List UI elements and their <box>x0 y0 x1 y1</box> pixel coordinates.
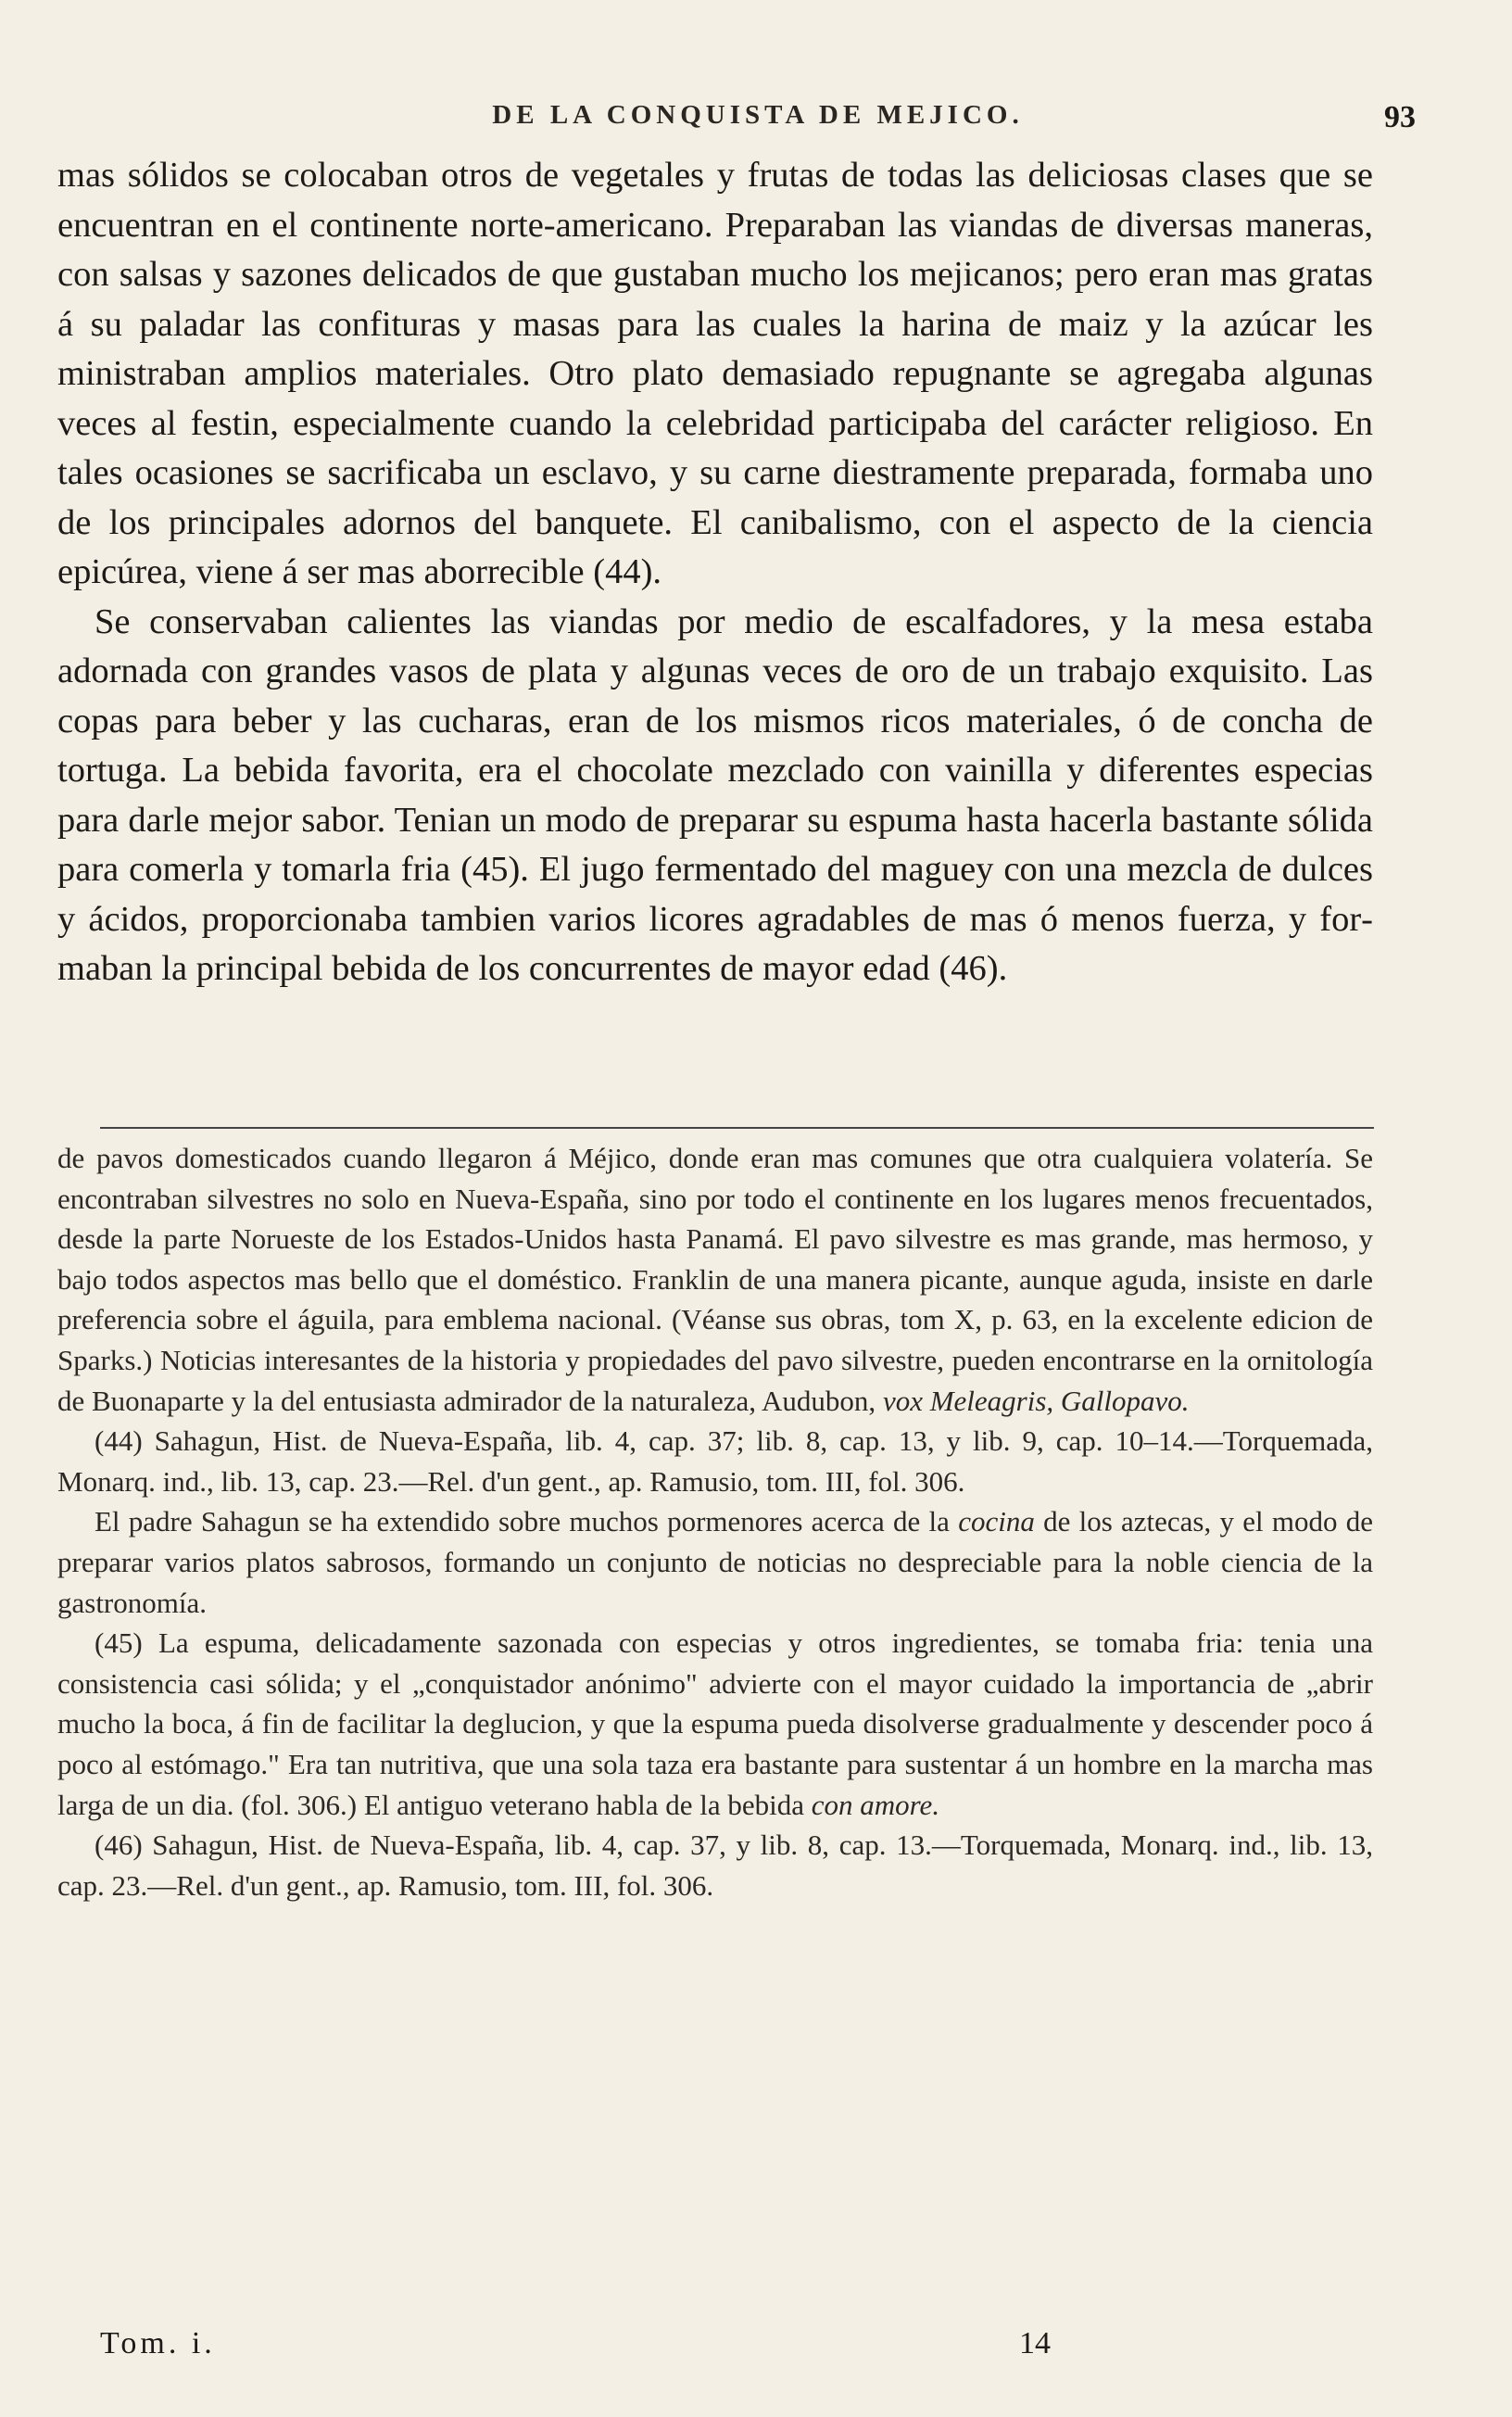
body-paragraph: Se conservaban calientes las viandas por medio de escalfadores, y la mesa estaba adornada con grandes vasos de plata y algunas veces de oro de un trabajo exquisito. Las copas para beber y las cucharas, eran de los mismos ricos materiales, ó de concha de tortuga. La bebida favorita, era el chocolate mezclado con vainilla y diferentes especias para darle mejor sabor. Tenian un modo de preparar su espuma hasta hacerla bastante sólida para comerla y tomarla fria (45). El jugo fermentado del maguey con una mezcla de dulces y ácidos, proporcionaba tambien varios licores agradables de mas ó menos fuerza, y formaban la principal bebida de los concurrentes de mayor edad (46). <box>57 601 1373 988</box>
footnote-text: de pavos domesticados cuando llegaron á Méjico, donde eran mas comunes que otra cualquiera volatería. Se encontraban silvestres no solo en Nueva-España, sino por todo el continente en los lugares menos frecuentados, desde la parte Norueste de los Estados-Unidos hasta Panamá. El pavo silvestre es mas grande, mas hermoso, y bajo todos aspectos mas bello que el doméstico. Franklin de una manera picante, aunque aguda, insiste en darle preferencia sobre el águila, para emblema nacional. (Véanse sus obras, tom X, p. 63, en la excelente edicion de Sparks.) Noticias interesantes de la historia y propiedades del pavo silvestre, pueden encontrarse en la ornitología de Buonaparte y la del entusiasta admirador de la naturaleza, Audubon, <box>57 1142 1373 1417</box>
footnote-46: (46) Sahagun, Hist. de Nueva-España, lib. 4, cap. 37, y lib. 8, cap. 13.—Torquemada, Monarq. ind., lib. 13, cap. 23.—Rel. d'un gent., ap. Ramusio, tom. III, fol. 306. <box>57 1829 1373 1902</box>
footnote-45 <box>57 1623 1373 1825</box>
footnote-44-comment <box>57 1501 1373 1623</box>
footnote-text: de los aztecas, y el modo de preparar varios platos sabrosos, formando un conjunto de noticias no despreciable para la noble ciencia de la gastronomía. <box>57 1505 1373 1619</box>
footnote-text: El padre Sahagun se ha extendido sobre muchos pormenores acerca de la <box>94 1505 959 1538</box>
footnote-continuation <box>57 1138 1373 1421</box>
body-paragraph: mas sólidos se colocaban otros de vegetales y frutas de todas las deliciosas clases que se encuentran en el continente norte-americano. Preparaban las viandas de diversas maneras, con salsas y sazones delicados de que gustaban mucho los mejicanos; pero eran mas gratas á su paladar las confituras y masas para las cuales la harina de maiz y la azúcar les ministraban amplios materiales. Otro plato demasiado repugnante se agregaba algunas veces al festin, especialmente cuando la celebridad participaba del carácter religioso. En tales ocasiones se sacrificaba un esclavo, y su carne diestramente preparada, formaba uno de los principales adornos del banquete. El canibalismo, con el aspecto de la ciencia epicúrea, viene á ser mas aborrecible (44). <box>57 156 1373 591</box>
page-footer <box>100 2326 1416 2373</box>
footnotes <box>57 1138 1373 1905</box>
footnote-italic: con amore. <box>811 1788 940 1821</box>
signature-number: 14 <box>1019 2326 1051 2360</box>
running-head: DE LA CONQUISTA DE MEJICO. <box>492 100 1024 130</box>
footnote-text: (45) La espuma, delicadamente sazonada con especias y otros ingredientes, se tomaba fria: tenia una consistencia casi sólida; y el „conquistador anónimo" advierte con el mayor cuidado la importancia de „abrir mucho la boca, á fin de facilitar la deglucion, y que la espuma pueda disolverse gradualmente y descender poco á poco al estómago." Era tan nutritiva, que una sola taza era bastante para sustentar á un hombre en la marcha mas larga de un dia. (fol. 306.) El antiguo veterano habla de la bebida <box>57 1626 1373 1821</box>
main-text <box>57 151 1373 994</box>
page-number: 93 <box>1384 100 1416 134</box>
footnote-italic: cocina <box>958 1505 1035 1538</box>
footnote-divider <box>100 1127 1374 1129</box>
page-header <box>100 100 1416 146</box>
footnote-italic: vox Meleagris, Gallopavo. <box>882 1384 1190 1417</box>
signature-mark: Tom. i. <box>100 2326 216 2360</box>
footnote-44: (44) Sahagun, Hist. de Nueva-España, lib. 4, cap. 37; lib. 8, cap. 13, y lib. 9, cap. 10–14.—Torquemada, Monarq. ind., lib. 13, cap. 23.—Rel. d'un gent., ap. Ramusio, tom. III, fol. 306. <box>57 1424 1373 1498</box>
